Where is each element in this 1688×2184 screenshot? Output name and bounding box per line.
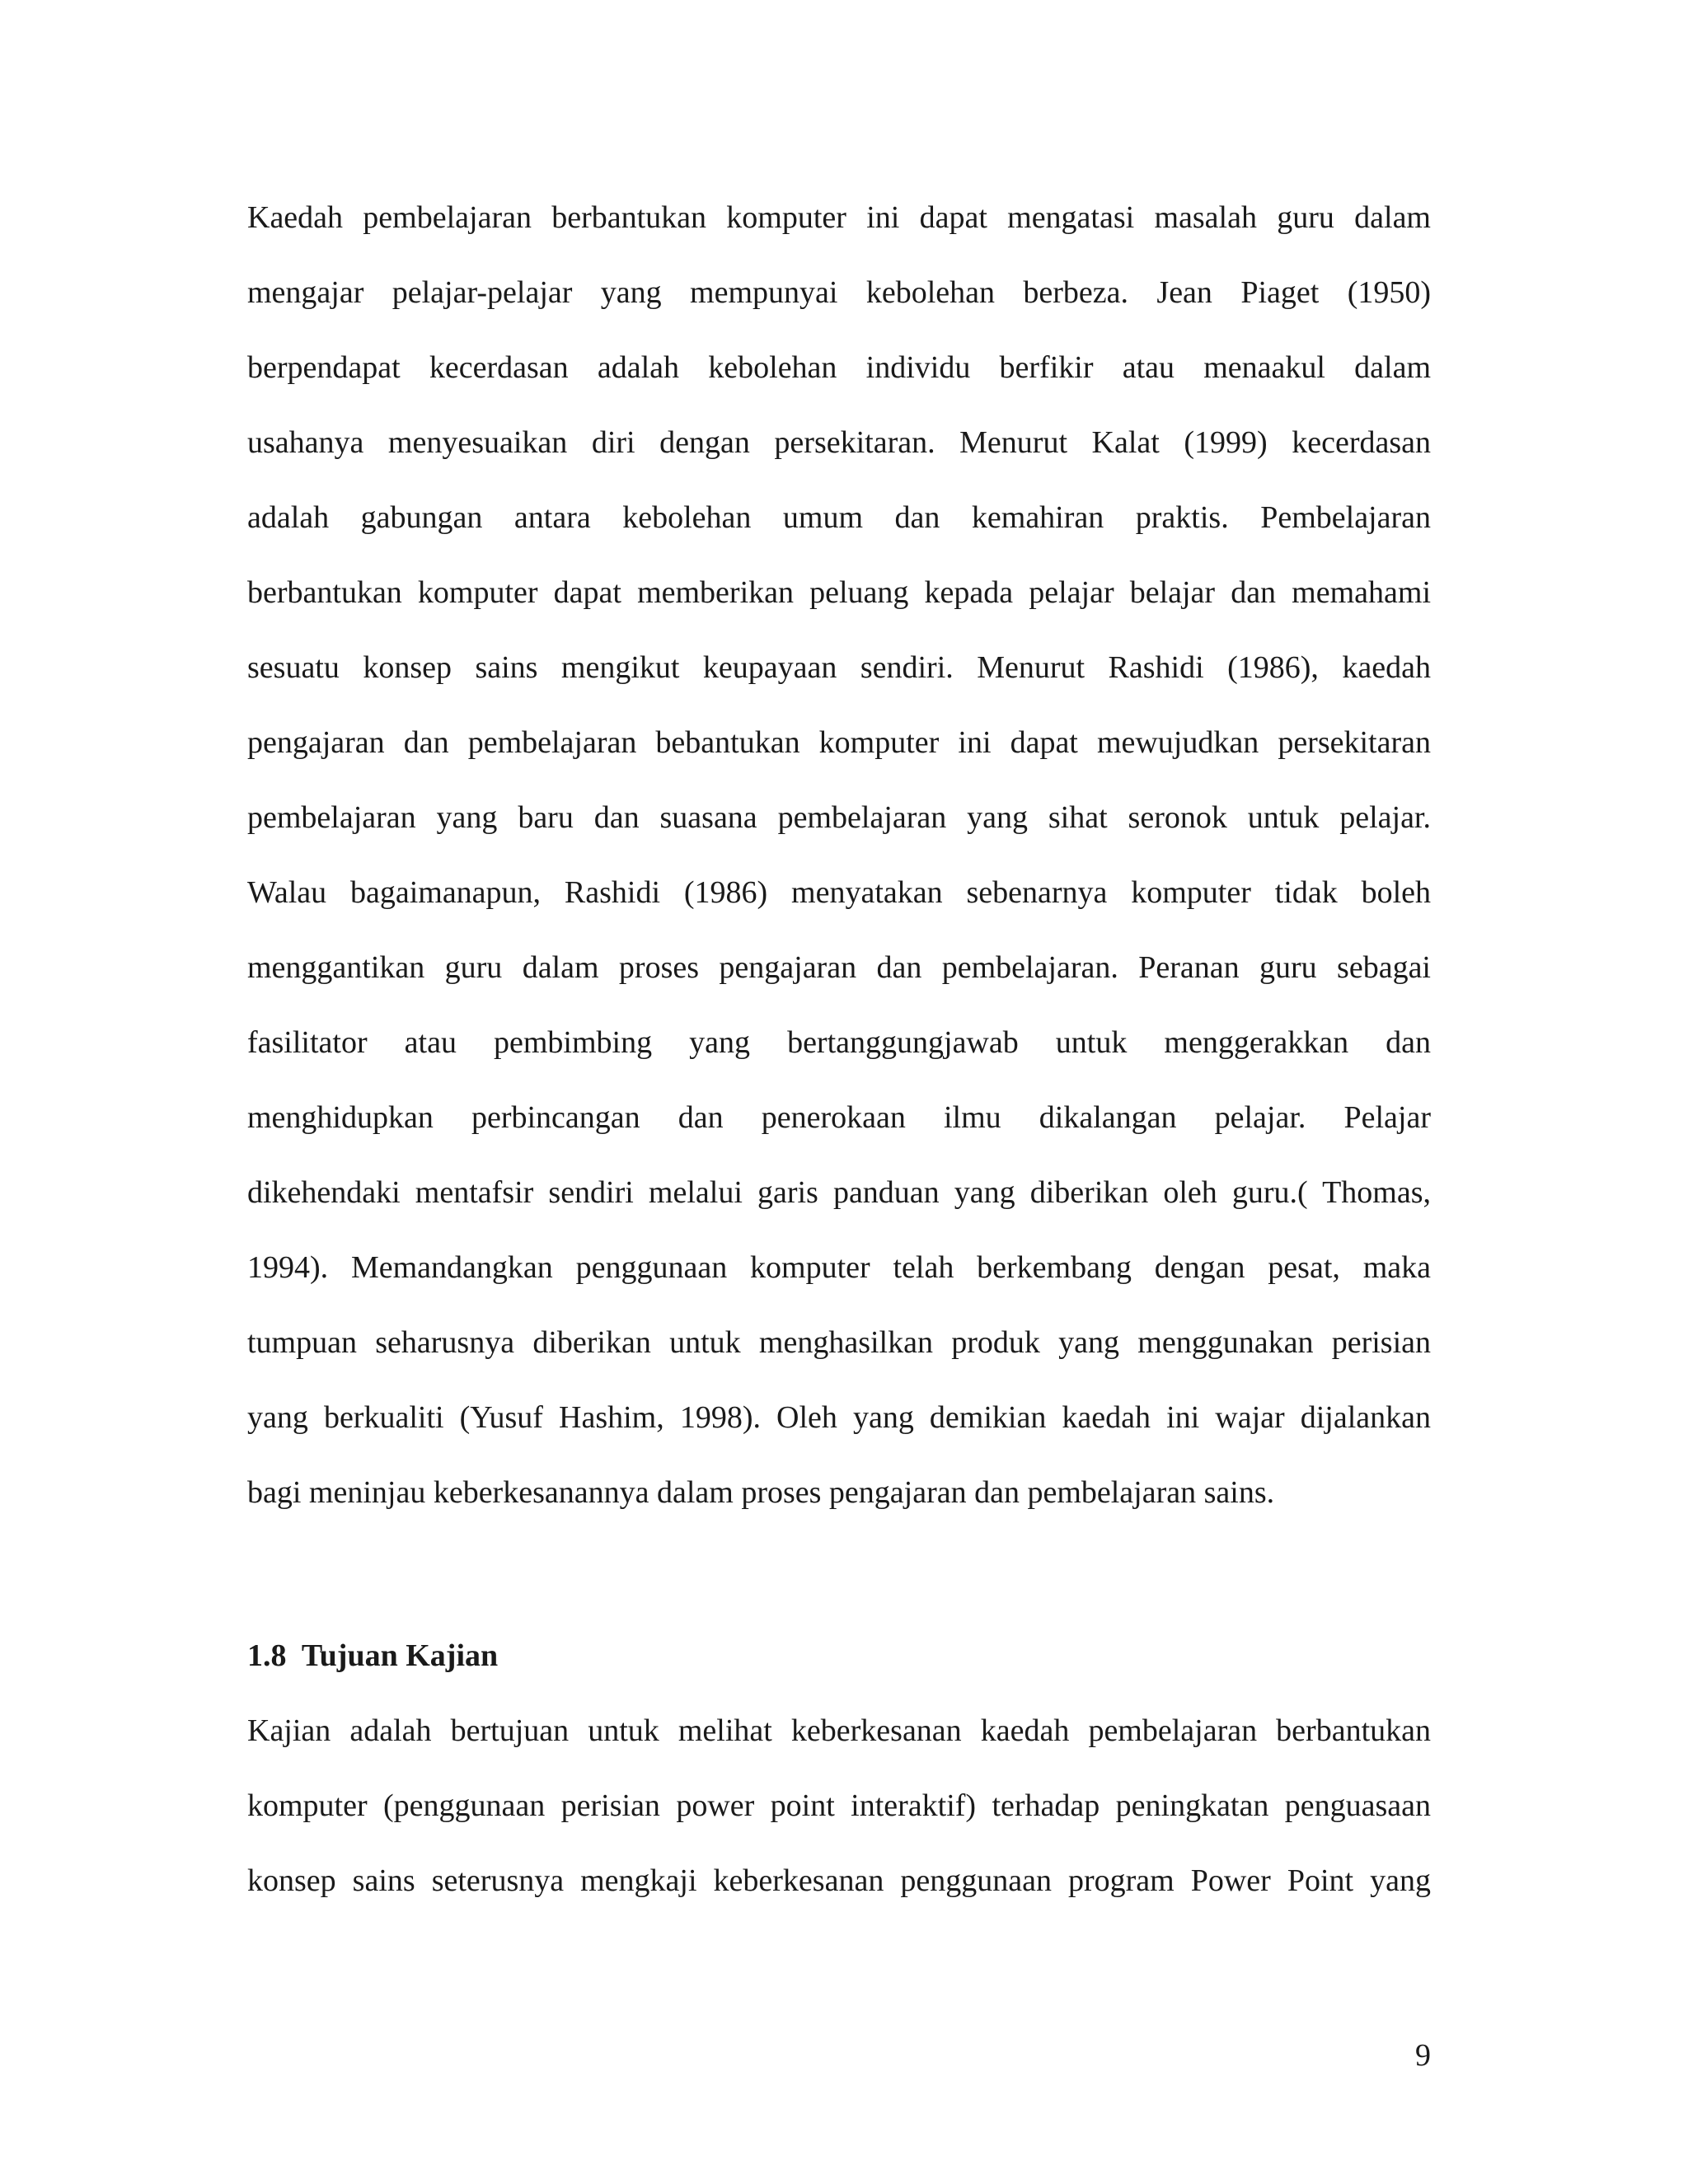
paragraph-line: dikehendaki mentafsir sendiri melalui garis panduan yang diberikan oleh guru.( Thomas,	[247, 1175, 1431, 1210]
paragraph-line: Kaedah pembelajaran berbantukan komputer ini dapat mengatasi masalah guru dalam	[247, 200, 1431, 235]
paragraph-line: bagi meninjau keberkesanannya dalam proses pengajaran dan pembelajaran sains.	[247, 1475, 1275, 1510]
paragraph-line: Kajian adalah bertujuan untuk melihat keberkesanan kaedah pembelajaran berbantukan	[247, 1713, 1431, 1748]
paragraph-line: yang berkualiti (Yusuf Hashim, 1998). Oleh yang demikian kaedah ini wajar dijalankan	[247, 1400, 1431, 1435]
paragraph-line: konsep sains seterusnya mengkaji keberkesanan penggunaan program Power Point yang	[247, 1863, 1431, 1898]
paragraph-line: berpendapat kecerdasan adalah kebolehan individu berfikir atau menaakul dalam	[247, 350, 1431, 385]
paragraph-line: pembelajaran yang baru dan suasana pembelajaran yang sihat seronok untuk pelajar.	[247, 800, 1431, 835]
section-heading: 1.8 Tujuan Kajian	[247, 1638, 499, 1673]
paragraph-line: menggantikan guru dalam proses pengajaran dan pembelajaran. Peranan guru sebagai	[247, 950, 1431, 985]
paragraph-line: adalah gabungan antara kebolehan umum dan kemahiran praktis. Pembelajaran	[247, 500, 1431, 535]
paragraph-line: sesuatu konsep sains mengikut keupayaan sendiri. Menurut Rashidi (1986), kaedah	[247, 650, 1431, 685]
paragraph-line: usahanya menyesuaikan diri dengan persekitaran. Menurut Kalat (1999) kecerdasan	[247, 425, 1431, 460]
paragraph-line: tumpuan seharusnya diberikan untuk menghasilkan produk yang menggunakan perisian	[247, 1325, 1431, 1360]
paragraph-line: komputer (penggunaan perisian power point interaktif) terhadap peningkatan penguasaan	[247, 1788, 1431, 1823]
paragraph-line: fasilitator atau pembimbing yang bertanggungjawab untuk menggerakkan dan	[247, 1025, 1431, 1060]
paragraph-line: Walau bagaimanapun, Rashidi (1986) menyatakan sebenarnya komputer tidak boleh	[247, 875, 1431, 910]
paragraph-line: 1994). Memandangkan penggunaan komputer telah berkembang dengan pesat, maka	[247, 1250, 1431, 1285]
paragraph-line: berbantukan komputer dapat memberikan peluang kepada pelajar belajar dan memahami	[247, 575, 1431, 610]
paragraph-line: menghidupkan perbincangan dan penerokaan ilmu dikalangan pelajar. Pelajar	[247, 1100, 1431, 1135]
paragraph-line: mengajar pelajar-pelajar yang mempunyai kebolehan berbeza. Jean Piaget (1950)	[247, 275, 1431, 310]
paragraph-line: pengajaran dan pembelajaran bebantukan komputer ini dapat mewujudkan persekitaran	[247, 725, 1431, 760]
page-number: 9	[1415, 2038, 1431, 2073]
